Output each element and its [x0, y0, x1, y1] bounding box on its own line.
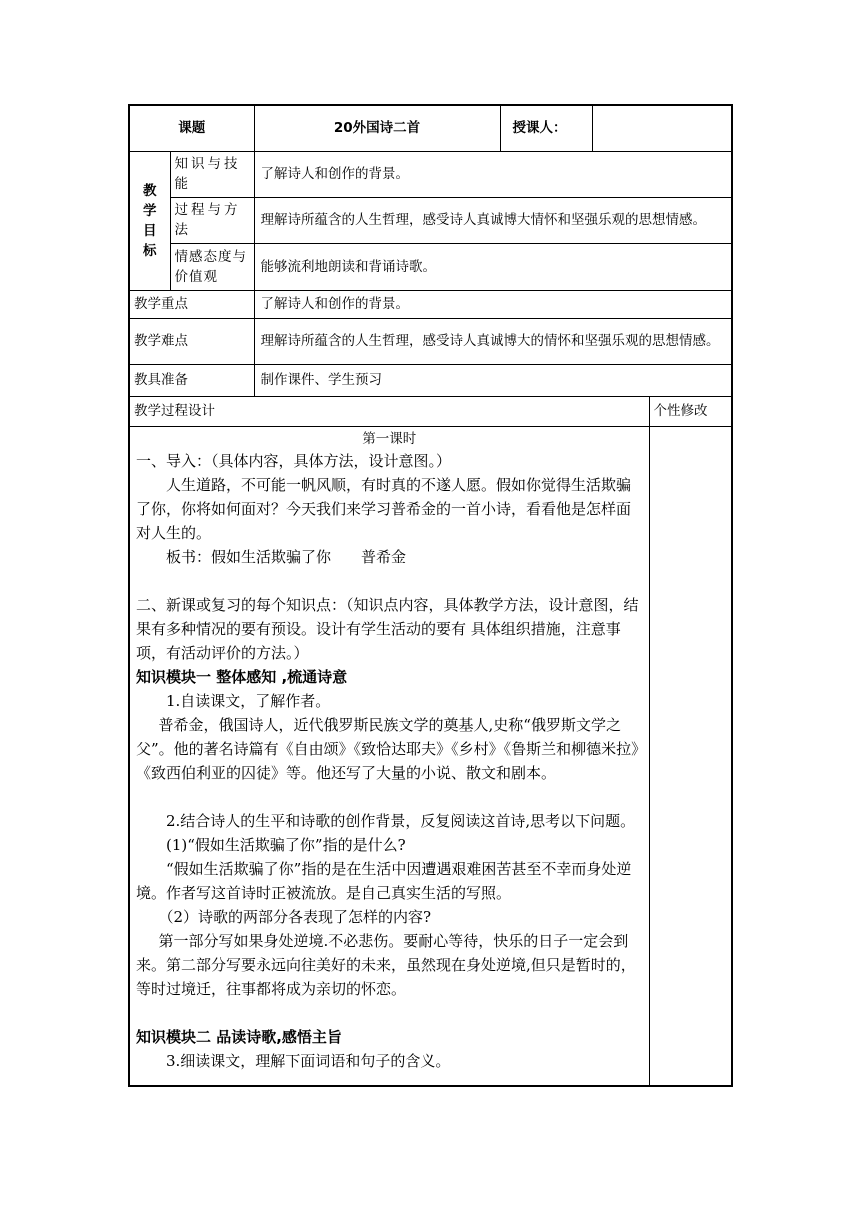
- spacer: [136, 1001, 643, 1025]
- key-point-content: 了解诗人和创作的背景。: [254, 290, 732, 318]
- process-header-row: [129, 396, 732, 426]
- teacher-value: [592, 105, 732, 151]
- key-point-row: [129, 290, 732, 318]
- objective-content: 了解诗人和创作的背景。: [254, 151, 732, 197]
- step-two: 2.结合诗人的生平和诗歌的创作背景，反复阅读这首诗,思考以下问题。: [166, 811, 636, 830]
- side-label: 个性修改: [649, 396, 732, 426]
- objectives-label-char: 目: [143, 222, 157, 239]
- objective-content: 能够流利地朗读和背诵诗歌。: [254, 243, 732, 290]
- spacer: [136, 785, 643, 809]
- answer-two: 第一部分写如果身处逆境.不必悲伤。要耐心等待，快乐的日子一定会到来。第二部分写要永远向往美好的未来，虽然现在身处逆境,但只是暂时的，等时过境迁，往事都将成为亲切的怀恋。: [136, 931, 636, 998]
- process-body-row: [129, 426, 732, 1086]
- objectives-label-char: 学: [143, 202, 157, 219]
- objective-row: [129, 197, 732, 243]
- module-two-title: 知识模块二 品读诗歌,感悟主旨: [136, 1027, 342, 1046]
- tools-row: [129, 364, 732, 396]
- question-two: （2）诗歌的两部分各表现了怎样的内容?: [158, 907, 432, 926]
- difficulty-content: 理解诗所蕴含的人生哲理，感受诗人真诚博大的情怀和坚强乐观的思想情感。: [254, 318, 732, 364]
- side-notes-cell: [649, 426, 732, 1086]
- objective-content: 理解诗所蕴含的人生哲理，感受诗人真诚博大情怀和坚强乐观的思想情感。: [254, 197, 732, 243]
- teacher-label: 授课人：: [500, 105, 592, 151]
- topic-value: 20外国诗二首: [254, 105, 500, 151]
- board-text: 板书：假如生活欺骗了你 普希金: [166, 547, 407, 566]
- objectives-label-char: 标: [143, 242, 157, 259]
- objective-name: 情感态度与价值观: [170, 243, 254, 290]
- step-one: 1.自读课文，了解作者。: [166, 691, 331, 710]
- objective-row: [129, 243, 732, 290]
- objectives-label-char: 教: [143, 182, 157, 199]
- key-point-label: 教学重点: [129, 290, 254, 318]
- objective-name: 知识与技能: [170, 151, 254, 197]
- question-one: (1)“假如生活欺骗了你”指的是什么?: [166, 835, 406, 854]
- lesson-plan-page: [128, 104, 731, 1087]
- difficulty-row: [129, 318, 732, 364]
- topic-label: 课题: [129, 105, 254, 151]
- difficulty-label: 教学难点: [129, 318, 254, 364]
- lesson-plan-table: [128, 104, 733, 1087]
- intro-heading: 一、导入：（具体内容，具体方法，设计意图。）: [136, 451, 452, 470]
- process-content: [129, 426, 649, 1086]
- tools-content: 制作课件、学生预习: [254, 364, 732, 396]
- objectives-label: [129, 151, 170, 290]
- tools-label: 教具准备: [129, 364, 254, 396]
- header-row: [129, 105, 732, 151]
- author-text: 普希金，俄国诗人，近代俄罗斯民族文学的奠基人,史称“俄罗斯文学之父”。他的著名诗篇有《自由颂》《致恰达耶夫》《乡村》《鲁斯兰和柳德米拉》《致西伯利亚的囚徒》等。他还写了大量的小说、散文和剧本。: [136, 715, 639, 782]
- module-one-title: 知识模块一 整体感知 ,梳通诗意: [136, 667, 348, 686]
- lesson-title: 第一课时: [362, 430, 417, 447]
- answer-one: “假如生活欺骗了你”指的是在生活中因遭遇艰难困苦甚至不幸而身处逆境。作者写这首诗时正被流放。是自己真实生活的写照。: [136, 859, 632, 902]
- objective-name: 过程与方法: [170, 197, 254, 243]
- step-three: 3.细读课文，理解下面词语和句子的含义。: [166, 1051, 451, 1070]
- intro-text: 人生道路，不可能一帆风顺，有时真的不遂人愿。假如你觉得生活欺骗了你，你将如何面对？今天我们来学习普希金的一首小诗，看看他是怎样面对人生的。: [136, 475, 632, 542]
- spacer: [136, 569, 643, 593]
- new-lesson-heading: 二、新课或复习的每个知识点：（知识点内容，具体教学方法，设计意图，结果有多种情况的要有预设。设计有学生活动的要有 具体组织措施，注意事项，有活动评价的方法。）: [136, 595, 639, 662]
- process-label: 教学过程设计: [129, 396, 649, 426]
- objective-row: [129, 151, 732, 197]
